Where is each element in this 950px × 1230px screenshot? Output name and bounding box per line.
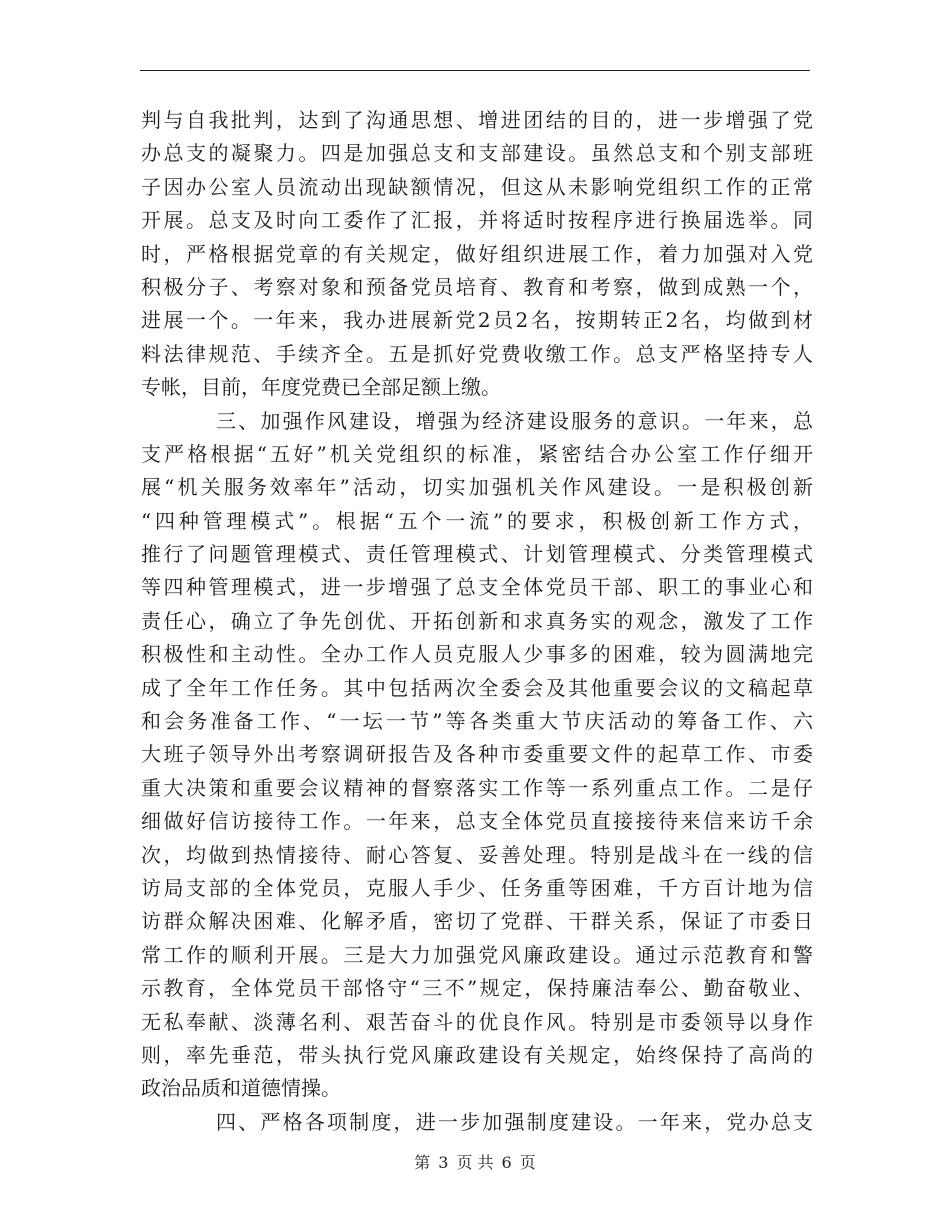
text-line: 和会务准备工作、“一坛一节”等各类重大节庆活动的筹备工作、六 (141, 709, 813, 734)
text-line: 访局支部的全体党员，克服人手少、任务重等困难，千方百计地为信 (141, 875, 813, 900)
text-line: 推行了问题管理模式、责任管理模式、计划管理模式、分类管理模式 (141, 542, 813, 567)
text-line: 开展。总支及时向工委作了汇报，并将适时按程序进行换届选举。同 (141, 208, 813, 233)
footer-page-total: 6 (501, 1153, 512, 1172)
text-line: 等四种管理模式，进一步增强了总支全体党员干部、职工的事业心和 (141, 575, 813, 600)
text-line: 访群众解决困难、化解矛盾，密切了党群、干群关系，保证了市委日 (141, 909, 813, 934)
text-line: 示教育，全体党员干部恪守“三不”规定，保持廉洁奉公、勤奋敬业、 (141, 976, 813, 1001)
text-line: 大班子领导外出考察调研报告及各种市委重要文件的起草工作、市委 (141, 742, 813, 767)
text-line: 成了全年工作任务。其中包括两次全委会及其他重要会议的文稿起草 (141, 675, 813, 700)
text-line: 四、严格各项制度，进一步加强制度建设。一年来，党办总支 (216, 1109, 813, 1134)
page-footer (0, 1152, 950, 1174)
text-line: 无私奉献、淡薄名利、艰苦奋斗的优良作风。特别是市委领导以身作 (141, 1009, 813, 1034)
text-line: 办总支的凝聚力。四是加强总支和支部建设。虽然总支和个别支部班 (141, 141, 813, 166)
text-line: 细做好信访接待工作。一年来，总支全体党员直接接待来信来访千余 (141, 809, 813, 834)
text-line: 三、加强作风建设，增强为经济建设服务的意识。一年来，总 (216, 408, 813, 433)
text-line: “四种管理模式”。根据“五个一流”的要求，积极创新工作方式， (141, 508, 813, 533)
text-line: 积极性和主动性。全办工作人员克服人少事多的困难，较为圆满地完 (141, 642, 813, 667)
footer-page-suffix: 页 (519, 1153, 536, 1172)
text-line: 则，率先垂范，带头执行党风廉政建设有关规定，始终保持了高尚的 (141, 1042, 813, 1067)
footer-page-prefix: 第 (414, 1153, 431, 1172)
text-line: 支严格根据“五好”机关党组织的标准，紧密结合办公室工作仔细开 (141, 441, 813, 466)
header-rule (140, 70, 810, 71)
text-line: 责任心，确立了争先创优、开拓创新和求真务实的观念，激发了工作 (141, 608, 813, 633)
text-line: 判与自我批判，达到了沟通思想、增进团结的目的，进一步增强了党 (141, 108, 813, 132)
text-line: 料法律规范、手续齐全。五是抓好党费收缴工作。总支严格坚持专人 (141, 341, 813, 366)
text-line: 专帐，目前，年度党费已全部足额上缴。 (141, 375, 501, 400)
text-line: 进展一个。一年来，我办进展新党2员2名，按期转正2名，均做到材 (141, 308, 813, 333)
footer-page-middle: 页 共 (456, 1153, 494, 1172)
text-line: 展“机关服务效率年”活动，切实加强机关作风建设。一是积极创新 (141, 475, 813, 500)
text-line: 积极分子、考察对象和预备党员培育、教育和考察，做到成熟一个， (141, 274, 813, 299)
body-text (141, 104, 813, 1139)
text-line: 次，均做到热情接待、耐心答复、妥善处理。特别是战斗在一线的信 (141, 842, 813, 867)
text-line: 常工作的顺利开展。三是大力加强党风廉政建设。通过示范教育和警 (141, 942, 813, 967)
footer-page-current: 3 (438, 1153, 449, 1172)
text-line: 子因办公室人员流动出现缺额情况，但这从未影响党组织工作的正常 (141, 174, 813, 199)
text-line: 时，严格根据党章的有关规定，做好组织进展工作，着力加强对入党 (141, 241, 813, 266)
text-line: 政治品质和道德情操。 (141, 1076, 341, 1101)
text-line: 重大决策和重要会议精神的督察落实工作等一系列重点工作。二是仔 (141, 775, 813, 800)
